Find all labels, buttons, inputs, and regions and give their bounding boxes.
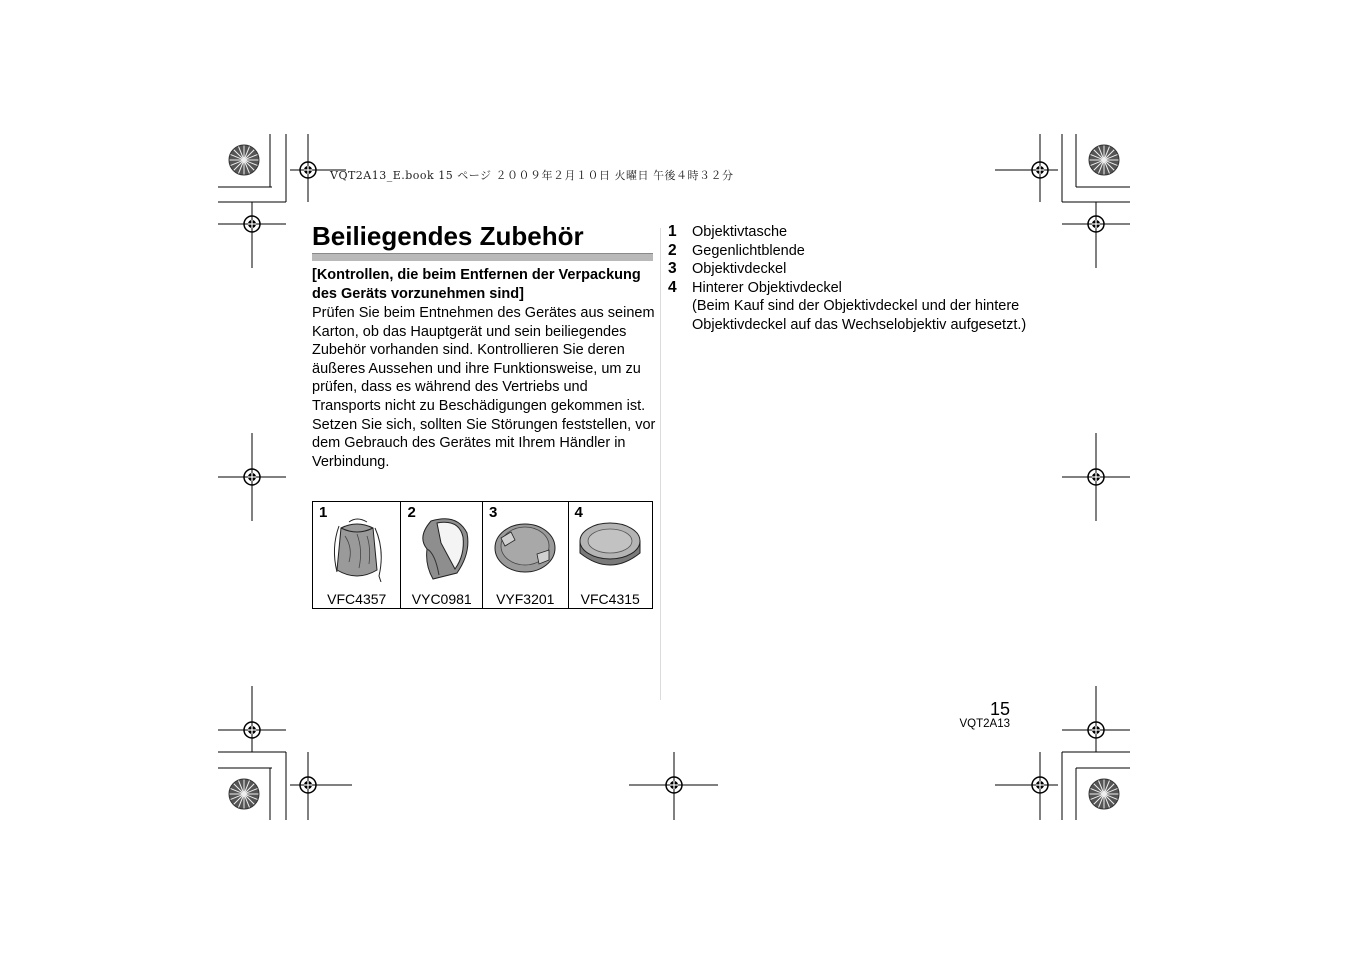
accessory-cell xyxy=(313,502,401,608)
star-target-icon xyxy=(229,779,259,809)
body-paragraph-2: Setzen Sie sich, sollten Sie Störungen feststellen, vor dem Gebrauch des Gerätes mit Ihrem Händler in Verbindung. xyxy=(312,416,656,470)
list-number: 4 xyxy=(668,278,677,296)
accessory-cell xyxy=(569,502,653,608)
list-item xyxy=(668,242,1028,261)
lens-cap-icon xyxy=(483,512,568,584)
book-header-line: VQT2A13_E.book 15 ページ ２００９年２月１０日 火曜日 午後４時３２分 xyxy=(330,169,734,182)
accessory-number: 3 xyxy=(489,504,498,521)
accessories-table xyxy=(312,501,653,609)
list-item xyxy=(668,279,1028,298)
doc-code: VQT2A13 xyxy=(959,718,1010,730)
accessory-cell xyxy=(483,502,569,608)
star-target-icon xyxy=(1089,779,1119,809)
page-number: 15 xyxy=(989,699,1010,719)
list-number: 2 xyxy=(668,241,677,259)
accessory-cell xyxy=(401,502,483,608)
section-subheading: [Kontrollen, die beim Entfernen der Verpackung des Geräts vorzunehmen sind] xyxy=(312,267,641,302)
list-text: Hinterer Objektivdeckel xyxy=(692,279,842,296)
list-item xyxy=(668,260,1028,279)
accessory-code: VYF3201 xyxy=(496,591,555,607)
list-text: Objektivtasche xyxy=(692,224,788,240)
accessory-number: 1 xyxy=(319,504,328,521)
page-title: Beiliegendes Zubehör xyxy=(312,221,584,251)
accessory-code: VYC0981 xyxy=(411,591,472,607)
list-item xyxy=(668,223,1028,242)
title-underline xyxy=(312,254,653,261)
lens-bag-icon xyxy=(313,512,400,584)
list-number: 1 xyxy=(668,223,677,240)
column-divider xyxy=(660,228,661,700)
accessory-code: VFC4315 xyxy=(580,591,640,607)
accessory-number: 2 xyxy=(407,504,416,521)
star-target-icon xyxy=(1089,145,1119,175)
accessory-list xyxy=(668,223,1028,335)
list-text: Objektivdeckel xyxy=(692,261,787,278)
star-target-icon xyxy=(229,145,259,175)
accessory-code: VFC4357 xyxy=(327,591,387,607)
body-paragraph-1: Prüfen Sie beim Entnehmen des Gerätes aus seinem Karton, ob das Hauptgerät und sein beiliegendes Zubehör vorhanden sind. Kontrollieren Sie deren äußeres Aussehen und ihre Funktionsweise, um zu prüfen, dass es während des Vertriebs und Transports nicht zu Beschädigungen gekommen ist. xyxy=(312,305,655,414)
body-text xyxy=(312,304,657,471)
list-text: Gegenlichtblende xyxy=(692,242,805,259)
lens-hood-icon xyxy=(401,512,482,584)
rear-lens-cap-icon xyxy=(569,512,653,584)
accessory-number: 4 xyxy=(574,504,583,521)
list-note: (Beim Kauf sind der Objektivdeckel und der hintere Objektivdeckel auf das Wechselobjektiv aufgesetzt.) xyxy=(692,298,1027,333)
list-number: 3 xyxy=(668,260,677,278)
